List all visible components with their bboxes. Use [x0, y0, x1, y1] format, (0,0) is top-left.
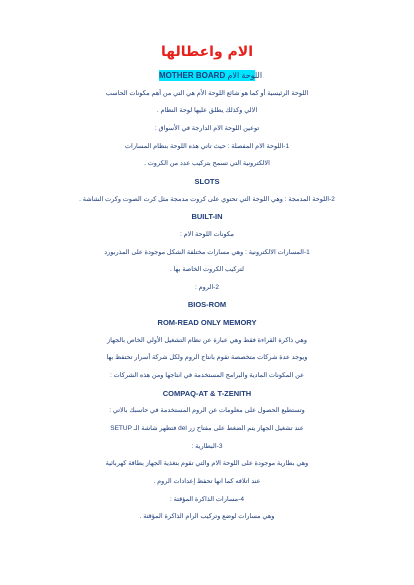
highlight-english: MOTHER BOARD	[159, 71, 226, 80]
paragraph-line: 4-مسارات الذاكرة المؤقتة :	[170, 496, 244, 503]
section-heading: COMPAQ-AT & T-ZENITH	[162, 389, 252, 398]
paragraph-line: الالكترونية التي تسمح بتركيب عدد من الكروت .	[144, 160, 270, 167]
paragraph-line: مكونات اللوحة الام :	[180, 231, 234, 238]
paragraph-line: وهي مسارات لوضع وتركيب الرام الذاكرة المؤقتة .	[139, 513, 275, 520]
paragraph-line: 3-البطارية :	[191, 443, 223, 450]
paragraph-line: وهي بطارية موجودة على اللوحة الام والتي تقوم بتغذية الجهاز بطاقة كهربائية	[105, 460, 309, 467]
paragraph-line: عند تشغيل الجهاز يتم الضغط على مفتاح زر del فتظهر شاشة الـ SETUP	[110, 425, 304, 432]
paragraph-line: الالي وكذلك يطلق عليها لوحة النظام .	[156, 107, 258, 114]
section-heading: BIOS-ROM	[187, 300, 227, 309]
paragraph-line: وهي ذاكرة القراءة فقط وهي عبارة عن نظام التشغيل الأولي الخاص بالجهاز	[107, 337, 307, 344]
paragraph-line: توعين اللوحة الام الدارجة في الأسواق :	[154, 125, 260, 132]
page-title: الام واعطالها	[160, 44, 254, 60]
section-heading: BUILT-IN	[191, 212, 223, 221]
highlight-arabic: اللوحة الام	[227, 71, 263, 80]
paragraph-line: وتستطيع الحصول على معلومات عن الروم المستخدمة في حاسبك بالاتي :	[109, 407, 305, 414]
paragraph-line: 1-المسارات الالكترونية : وهي مسارات مختلفة الشكل موجودة على المذربورد	[104, 249, 310, 256]
paragraph-line: ويوجد عدة شركات متخصصة تقوم بانتاج الروم ولكل شركة أسرار تحتفظ بها	[106, 354, 308, 361]
paragraph-line: 1-اللوحة الام المفصلة : حيث تاتي هذه اللوحة بنظام المسارات	[124, 143, 290, 150]
paragraph-line: لتركيب الكروت الخاصة بها .	[170, 266, 244, 273]
section-heading: ROM-READ ONLY MEMORY	[157, 318, 257, 327]
paragraph-line: 2-اللوحة المدمجة : وهي اللوحة التي تحتوي على كروت مدمجة مثل كرت الصوت وكرت الشاشة .	[79, 196, 335, 203]
highlighted-heading	[159, 70, 263, 81]
paragraph-line: عن المكونات المادية والبرامج المستخدمة في انتاجها ومن هذه الشركات :	[110, 372, 304, 379]
section-heading: SLOTS	[194, 177, 220, 186]
paragraph-line: عند اتلافه كما انها تحفظ إعدادات الروم .	[153, 478, 261, 485]
paragraph-line: 2-الروم :	[195, 284, 219, 291]
paragraph-line: اللوحة الرئيسية أو كما هو شائع اللوحة الأم هي التي من أهم مكونات الحاسب	[105, 90, 309, 97]
